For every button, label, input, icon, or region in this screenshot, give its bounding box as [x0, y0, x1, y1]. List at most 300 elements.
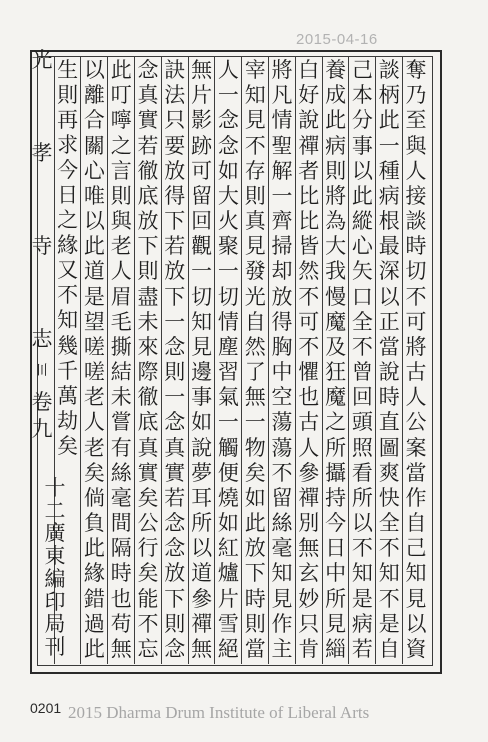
text-char: 劫 — [57, 408, 79, 433]
column-rule — [134, 56, 135, 664]
text-char: 忘 — [137, 636, 159, 661]
text-char: 關 — [83, 133, 105, 158]
text-char: 則 — [325, 158, 347, 183]
text-char: 唯 — [83, 183, 105, 208]
text-char: 影 — [191, 108, 213, 133]
text-char: 未 — [137, 309, 159, 334]
text-char: 說 — [298, 108, 320, 133]
text-char: 空 — [271, 385, 293, 410]
text-char: 毛 — [110, 309, 132, 334]
text-char: 此 — [110, 58, 132, 82]
text-char: 絕 — [217, 636, 239, 661]
text-char: 如 — [244, 485, 266, 510]
text-char: 此 — [83, 536, 105, 561]
column-rule — [268, 56, 269, 664]
text-char: 中 — [271, 360, 293, 385]
text-char: 切 — [405, 259, 427, 284]
text-char: 了 — [244, 360, 266, 385]
text-char: 老 — [83, 385, 105, 410]
text-char: 無 — [191, 636, 213, 661]
text-char: 也 — [298, 385, 320, 410]
text-char: 念 — [164, 511, 186, 536]
text-char: 然 — [298, 259, 320, 284]
text-char: 分 — [351, 108, 373, 133]
text-char: 心 — [351, 234, 373, 259]
text-char: 以 — [378, 284, 400, 309]
text-char: 古 — [298, 410, 320, 435]
text-char: 當 — [244, 636, 266, 661]
text-char: 說 — [191, 435, 213, 460]
text-char: 矣 — [244, 460, 266, 485]
text-char: 片 — [191, 83, 213, 108]
text-char: 照 — [351, 435, 373, 460]
text-char: 養 — [325, 58, 347, 82]
text-char: 下 — [164, 586, 186, 611]
text-char: 事 — [191, 385, 213, 410]
text-column — [190, 60, 214, 660]
text-char: 魔 — [325, 309, 347, 334]
text-char: 主 — [271, 636, 293, 661]
text-char: 不 — [244, 133, 266, 158]
text-char: 之 — [110, 133, 132, 158]
char: 九 — [31, 417, 53, 441]
column-rule — [107, 56, 108, 664]
text-char: 古 — [405, 360, 427, 385]
text-char: 嗟 — [83, 334, 105, 359]
column-rule — [188, 56, 189, 664]
text-char: 談 — [378, 58, 400, 82]
column-rule — [295, 56, 296, 664]
text-char: 今 — [325, 511, 347, 536]
text-char: 真 — [244, 209, 266, 234]
text-char: 見 — [271, 586, 293, 611]
text-char: 別 — [298, 511, 320, 536]
text-column — [350, 60, 374, 660]
text-char: 留 — [271, 485, 293, 510]
text-char: 為 — [325, 209, 347, 234]
text-char: 爐 — [217, 561, 239, 586]
text-char: 片 — [217, 586, 239, 611]
text-char: 禪 — [298, 485, 320, 510]
text-char: 白 — [298, 58, 320, 82]
text-char: 日 — [325, 536, 347, 561]
text-char: 放 — [137, 209, 159, 234]
text-char: 矣 — [57, 433, 79, 458]
text-char: 便 — [217, 460, 239, 485]
text-char: 不 — [137, 611, 159, 636]
text-char: 參 — [191, 586, 213, 611]
text-char: 及 — [325, 334, 347, 359]
column-rule — [322, 56, 323, 664]
text-char: 燒 — [217, 485, 239, 510]
text-char: 則 — [244, 183, 266, 208]
text-char: 己 — [405, 536, 427, 561]
text-char: 則 — [137, 259, 159, 284]
text-char: 夢 — [191, 460, 213, 485]
text-char: 來 — [137, 334, 159, 359]
text-char: 跡 — [191, 133, 213, 158]
text-char: 圖 — [378, 435, 400, 460]
text-char: 可 — [298, 309, 320, 334]
char: 孝 — [31, 141, 53, 165]
char: 編 — [44, 566, 66, 591]
text-char: 己 — [351, 58, 373, 82]
text-char: 病 — [378, 183, 400, 208]
text-char: 情 — [217, 309, 239, 334]
text-char: 嚀 — [110, 108, 132, 133]
text-char: 若 — [164, 234, 186, 259]
text-char: 頭 — [351, 410, 373, 435]
text-char: 合 — [83, 108, 105, 133]
text-char: 者 — [298, 158, 320, 183]
text-char: 資 — [405, 636, 427, 661]
text-char: 自 — [378, 636, 400, 661]
text-char: 見 — [405, 586, 427, 611]
text-char: 蕩 — [271, 435, 293, 460]
text-char: 無 — [298, 536, 320, 561]
char: 印 — [44, 589, 66, 614]
text-char: 參 — [298, 460, 320, 485]
column-rule — [348, 56, 349, 664]
text-char: 案 — [405, 435, 427, 460]
text-char: 念 — [217, 133, 239, 158]
text-char: 人 — [405, 158, 427, 183]
text-char: 念 — [164, 636, 186, 661]
text-char: 公 — [137, 511, 159, 536]
text-char: 求 — [57, 133, 79, 158]
text-char: 曾 — [351, 360, 373, 385]
text-char: 要 — [164, 133, 186, 158]
text-char: 情 — [271, 108, 293, 133]
text-char: 此 — [244, 511, 266, 536]
text-char: 矢 — [351, 259, 373, 284]
text-char: 人 — [405, 385, 427, 410]
text-char: 所 — [191, 511, 213, 536]
text-char: 好 — [298, 83, 320, 108]
text-char: 知 — [271, 561, 293, 586]
text-char: 發 — [244, 259, 266, 284]
text-char: 道 — [83, 259, 105, 284]
text-char: 則 — [244, 611, 266, 636]
text-char: 將 — [405, 334, 427, 359]
text-char: 知 — [378, 561, 400, 586]
text-char: 聚 — [217, 234, 239, 259]
text-char: 際 — [137, 360, 159, 385]
text-char: 見 — [244, 234, 266, 259]
text-char: 不 — [351, 334, 373, 359]
text-char: 正 — [378, 309, 400, 334]
text-char: 結 — [110, 360, 132, 385]
text-char: 絲 — [110, 460, 132, 485]
text-char: 持 — [325, 485, 347, 510]
text-char: 放 — [244, 536, 266, 561]
column-rule — [161, 56, 162, 664]
text-char: 耳 — [191, 485, 213, 510]
text-char: 觀 — [191, 234, 213, 259]
text-char: 習 — [217, 360, 239, 385]
text-char: 隔 — [110, 536, 132, 561]
text-char: 再 — [57, 108, 79, 133]
text-char: 間 — [110, 511, 132, 536]
text-char: 負 — [83, 511, 105, 536]
text-char: 光 — [244, 284, 266, 309]
text-char: 見 — [325, 611, 347, 636]
column-rule — [375, 56, 376, 664]
text-char: 無 — [244, 385, 266, 410]
text-char: 肯 — [298, 636, 320, 661]
text-char: 人 — [217, 58, 239, 82]
text-char: 留 — [191, 183, 213, 208]
text-char: 放 — [164, 259, 186, 284]
text-char: 以 — [351, 158, 373, 183]
text-char: 人 — [110, 259, 132, 284]
text-char: 以 — [83, 209, 105, 234]
text-char: 凡 — [271, 83, 293, 108]
text-char: 知 — [405, 561, 427, 586]
text-char: 蕩 — [271, 410, 293, 435]
text-char: 若 — [351, 636, 373, 661]
text-char: 一 — [271, 183, 293, 208]
text-char: 我 — [325, 259, 347, 284]
text-char: 魔 — [325, 385, 347, 410]
text-char: 之 — [325, 410, 347, 435]
text-column — [404, 60, 428, 660]
text-char: 所 — [325, 586, 347, 611]
text-char: 道 — [191, 561, 213, 586]
text-char: 可 — [405, 309, 427, 334]
text-char: 病 — [325, 133, 347, 158]
text-char: 行 — [137, 536, 159, 561]
text-char: 自 — [244, 309, 266, 334]
text-char: 懼 — [298, 360, 320, 385]
text-char: 種 — [378, 158, 400, 183]
text-char: 宰 — [244, 58, 266, 82]
text-column — [243, 60, 267, 660]
text-char: 觸 — [217, 435, 239, 460]
text-char: 當 — [405, 460, 427, 485]
text-char: 直 — [378, 410, 400, 435]
text-char: 此 — [83, 234, 105, 259]
text-char: 毫 — [110, 485, 132, 510]
text-char: 聖 — [271, 133, 293, 158]
text-char: 以 — [83, 58, 105, 82]
text-char: 與 — [405, 133, 427, 158]
text-char: 然 — [244, 334, 266, 359]
text-char: 氣 — [217, 385, 239, 410]
text-char: 可 — [191, 158, 213, 183]
text-char: 底 — [137, 410, 159, 435]
text-char: 塵 — [217, 334, 239, 359]
text-char: 成 — [325, 83, 347, 108]
text-char: 嘗 — [110, 410, 132, 435]
char: 二 — [44, 498, 66, 523]
text-char: 錯 — [83, 586, 105, 611]
text-char: 談 — [405, 209, 427, 234]
text-char: 時 — [110, 561, 132, 586]
text-char: 只 — [164, 108, 186, 133]
text-char: 如 — [217, 158, 239, 183]
text-char: 下 — [164, 209, 186, 234]
char: 刊 — [44, 634, 66, 659]
text-char: 將 — [325, 183, 347, 208]
text-char: 說 — [378, 360, 400, 385]
text-char: 接 — [405, 183, 427, 208]
text-char: 無 — [110, 636, 132, 661]
text-column — [82, 60, 106, 660]
char: 局 — [44, 612, 66, 637]
text-char: 一 — [164, 309, 186, 334]
text-char: 知 — [57, 308, 79, 333]
text-char: 禪 — [298, 133, 320, 158]
text-char: 有 — [110, 435, 132, 460]
text-char: 至 — [405, 108, 427, 133]
text-char: 一 — [191, 259, 213, 284]
institution-watermark: 2015 Dharma Drum Institute of Liberal Arts — [68, 703, 370, 722]
column-rule — [402, 56, 403, 664]
text-char: 真 — [137, 435, 159, 460]
text-column — [377, 60, 401, 660]
text-column — [297, 60, 321, 660]
text-char: 時 — [378, 385, 400, 410]
text-char: 老 — [83, 435, 105, 460]
text-char: 矣 — [137, 485, 159, 510]
text-char: 嗟 — [83, 360, 105, 385]
text-char: 矣 — [83, 460, 105, 485]
text-char: 切 — [217, 284, 239, 309]
text-char: 將 — [271, 58, 293, 82]
text-char: 是 — [83, 284, 105, 309]
text-char: 緣 — [57, 233, 79, 258]
text-char: 齊 — [271, 209, 293, 234]
text-char: 得 — [164, 183, 186, 208]
text-char: 看 — [351, 460, 373, 485]
text-char: 一 — [378, 133, 400, 158]
text-char: 則 — [110, 183, 132, 208]
text-char: 緣 — [83, 561, 105, 586]
text-char: 不 — [351, 536, 373, 561]
text-char: 病 — [351, 611, 373, 636]
char: 光 — [31, 48, 53, 72]
text-char: 不 — [298, 334, 320, 359]
text-char: 人 — [83, 410, 105, 435]
text-char: 大 — [325, 234, 347, 259]
book-title-margin — [30, 50, 54, 440]
text-column — [163, 60, 187, 660]
text-char: 大 — [217, 183, 239, 208]
text-char: 口 — [351, 284, 373, 309]
text-char: 慢 — [325, 284, 347, 309]
text-char: 徹 — [137, 385, 159, 410]
text-char: 念 — [164, 410, 186, 435]
publisher-footer — [41, 478, 69, 658]
char: 寺 — [31, 234, 53, 258]
text-char: 得 — [271, 309, 293, 334]
text-char: 紅 — [217, 536, 239, 561]
text-char: 真 — [164, 435, 186, 460]
text-char: 下 — [137, 234, 159, 259]
text-char: 火 — [217, 209, 239, 234]
text-char: 却 — [271, 259, 293, 284]
text-char: 根 — [378, 209, 400, 234]
text-char: 又 — [57, 258, 79, 283]
column-rule — [80, 56, 81, 664]
text-char: 柄 — [378, 83, 400, 108]
text-char: 毫 — [271, 536, 293, 561]
volume-label — [32, 392, 53, 440]
text-char: 苟 — [110, 611, 132, 636]
text-char: 放 — [164, 561, 186, 586]
text-char: 狂 — [325, 360, 347, 385]
text-char: 則 — [57, 83, 79, 108]
text-char: 一 — [217, 259, 239, 284]
text-char: 解 — [271, 158, 293, 183]
text-char: 最 — [378, 234, 400, 259]
text-char: 存 — [244, 158, 266, 183]
text-char: 邊 — [191, 360, 213, 385]
text-char: 不 — [271, 460, 293, 485]
text-char: 時 — [244, 586, 266, 611]
text-char: 快 — [378, 485, 400, 510]
text-char: 念 — [164, 536, 186, 561]
text-char: 知 — [351, 561, 373, 586]
text-char: 事 — [351, 133, 373, 158]
text-char: 若 — [164, 485, 186, 510]
char: 志 — [31, 327, 53, 351]
text-char: 是 — [351, 586, 373, 611]
text-column — [270, 60, 294, 660]
text-char: 倘 — [83, 485, 105, 510]
text-char: 幾 — [57, 333, 79, 358]
book-title — [32, 50, 53, 350]
char: 卷 — [31, 390, 53, 414]
text-char: 只 — [298, 611, 320, 636]
text-char: 此 — [83, 636, 105, 661]
text-char: 與 — [110, 209, 132, 234]
text-char: 當 — [378, 334, 400, 359]
text-char: 如 — [191, 410, 213, 435]
text-char: 自 — [405, 511, 427, 536]
text-char: 爽 — [378, 460, 400, 485]
text-char: 念 — [217, 108, 239, 133]
text-char: 中 — [325, 561, 347, 586]
text-char: 見 — [244, 108, 266, 133]
text-char: 法 — [164, 83, 186, 108]
text-char: 撕 — [110, 334, 132, 359]
text-char: 矣 — [137, 561, 159, 586]
text-char: 雪 — [217, 611, 239, 636]
text-char: 老 — [110, 234, 132, 259]
char: 十 — [44, 476, 66, 500]
text-char: 實 — [164, 460, 186, 485]
text-char: 叮 — [110, 83, 132, 108]
text-char: 禪 — [191, 611, 213, 636]
text-char: 切 — [191, 284, 213, 309]
text-char: 實 — [137, 108, 159, 133]
text-char: 之 — [57, 208, 79, 233]
text-char: 此 — [378, 108, 400, 133]
text-char: 實 — [137, 460, 159, 485]
text-char: 回 — [191, 209, 213, 234]
text-char: 全 — [351, 309, 373, 334]
text-char: 妙 — [298, 586, 320, 611]
text-char: 生 — [57, 58, 79, 82]
text-char: 能 — [137, 586, 159, 611]
text-column — [136, 60, 160, 660]
text-char: 縱 — [351, 209, 373, 234]
text-char: 此 — [325, 108, 347, 133]
text-char: 玄 — [298, 561, 320, 586]
text-char: 也 — [110, 586, 132, 611]
